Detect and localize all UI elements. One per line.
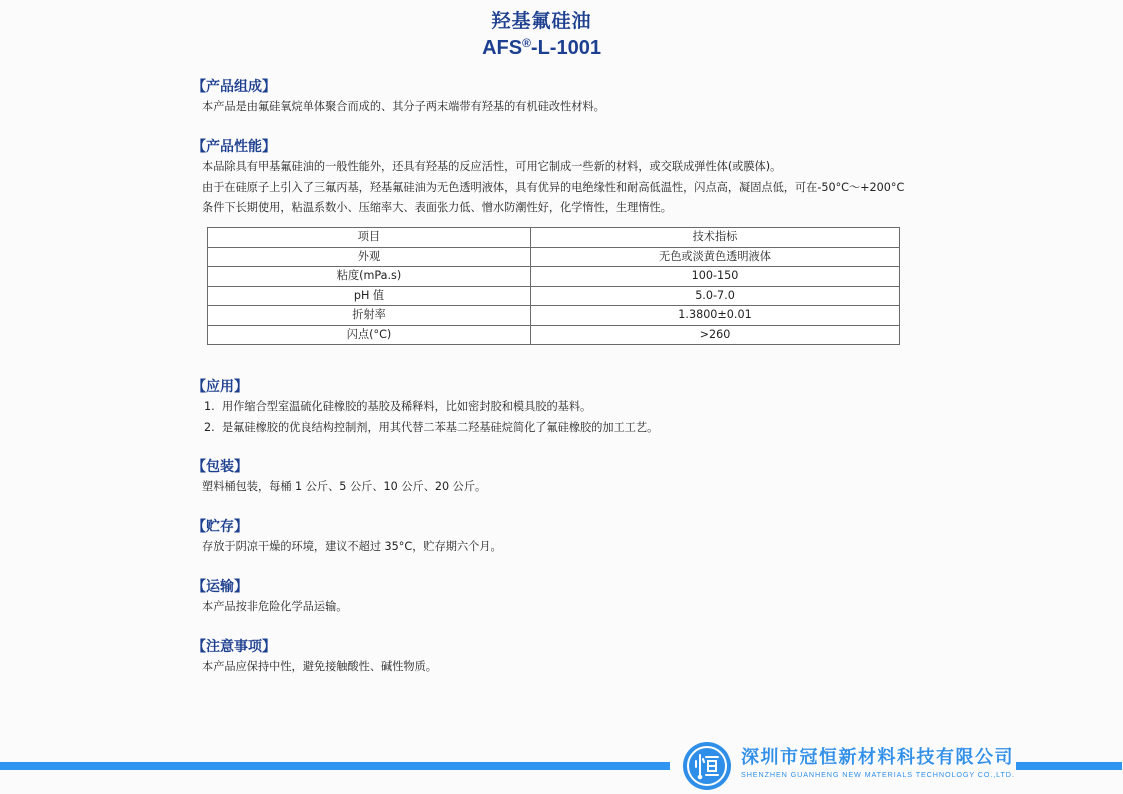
company-name-cn: 深圳市冠恒新材料科技有限公司	[741, 747, 1014, 768]
section-text: 本产品应保持中性，避免接触酸性、碱性物质。	[202, 660, 437, 673]
list-number: 2.	[204, 420, 215, 434]
table-cell: 无色或淡黄色透明液体	[531, 247, 900, 267]
spec-table	[207, 227, 900, 345]
section-text: 存放于阴凉干燥的环境，建议不超过 35°C，贮存期六个月。	[202, 540, 502, 553]
list-text: 是氟硅橡胶的优良结构控制剂，用其代替二苯基二羟基硅烷简化了氟硅橡胶的加工工艺。	[222, 420, 659, 434]
company-branding	[741, 748, 1015, 780]
section-heading: 【产品组成】	[192, 79, 276, 95]
table-row	[208, 267, 900, 287]
footer-bar-right	[1016, 762, 1122, 770]
heng-character-logo-icon	[683, 742, 731, 790]
section-heading: 【注意事项】	[192, 639, 276, 655]
table-header-cell: 项目	[208, 228, 531, 248]
product-code: AFS®-L-1001	[482, 36, 601, 59]
section-heading: 【包装】	[192, 459, 248, 475]
table-cell: 折射率	[208, 306, 531, 326]
section-text: 塑料桶包装，每桶 1 公斤、5 公斤、10 公斤、20 公斤。	[202, 480, 487, 493]
company-name-en: SHENZHEN GUANHENG NEW MATERIALS TECHNOLOGY CO.,LTD.	[741, 770, 1015, 779]
table-cell: >260	[531, 325, 900, 345]
table-cell: 粘度(mPa.s)	[208, 267, 531, 287]
section-storage	[192, 518, 502, 558]
section-transport	[192, 578, 347, 618]
section-packaging	[192, 458, 486, 498]
section-heading: 【应用】	[192, 379, 248, 395]
table-row	[208, 325, 900, 345]
table-row	[208, 286, 900, 306]
footer-bar-left	[0, 762, 670, 770]
section-text: 条件下长期使用，粘温系数小、压缩率大、表面张力低、憎水防潮性好，化学惰性，生理惰性。	[202, 201, 672, 214]
table-row	[208, 306, 900, 326]
section-text: 本产品按非危险化学品运输。	[202, 600, 348, 613]
list-number: 1.	[204, 400, 215, 413]
section-text: 本产品是由氟硅氧烷单体聚合而成的、其分子两末端带有羟基的有机硅改性材料。	[202, 100, 605, 113]
table-cell: 5.0-7.0	[531, 286, 900, 306]
list-text: 用作缩合型室温硫化硅橡胶的基胶及稀释料，比如密封胶和模具胶的基料。	[222, 400, 592, 413]
table-cell: 1.3800±0.01	[531, 306, 900, 326]
section-composition	[192, 78, 605, 118]
section-heading: 【运输】	[192, 579, 248, 595]
section-heading: 【贮存】	[192, 519, 248, 535]
table-cell: 外观	[208, 247, 531, 267]
section-heading: 【产品性能】	[192, 139, 276, 155]
section-text: 由于在硅原子上引入了三氟丙基，羟基氟硅油为无色透明液体，具有优异的电绝缘性和耐高低温性，闪点高，凝固点低，可在-50°C～+200°C	[202, 180, 905, 194]
section-application	[192, 378, 658, 438]
section-precautions	[192, 638, 437, 678]
table-cell: pH 值	[208, 286, 531, 306]
table-header-row	[208, 228, 900, 248]
table-row	[208, 247, 900, 267]
table-cell: 闪点(°C)	[208, 325, 531, 345]
table-cell: 100-150	[531, 267, 900, 287]
table-header-cell: 技术指标	[531, 228, 900, 248]
heng-glyph-icon	[692, 751, 722, 781]
list-item	[192, 397, 658, 418]
list-item	[192, 418, 658, 439]
section-properties	[192, 138, 904, 219]
product-name-cn: 羟基氟硅油	[491, 10, 592, 32]
document-title	[0, 10, 1083, 59]
section-text: 本品除具有甲基氟硅油的一般性能外，还具有羟基的反应活性，可用它制成一些新的材料，或交联成弹性体(或膜体)。	[202, 160, 782, 173]
